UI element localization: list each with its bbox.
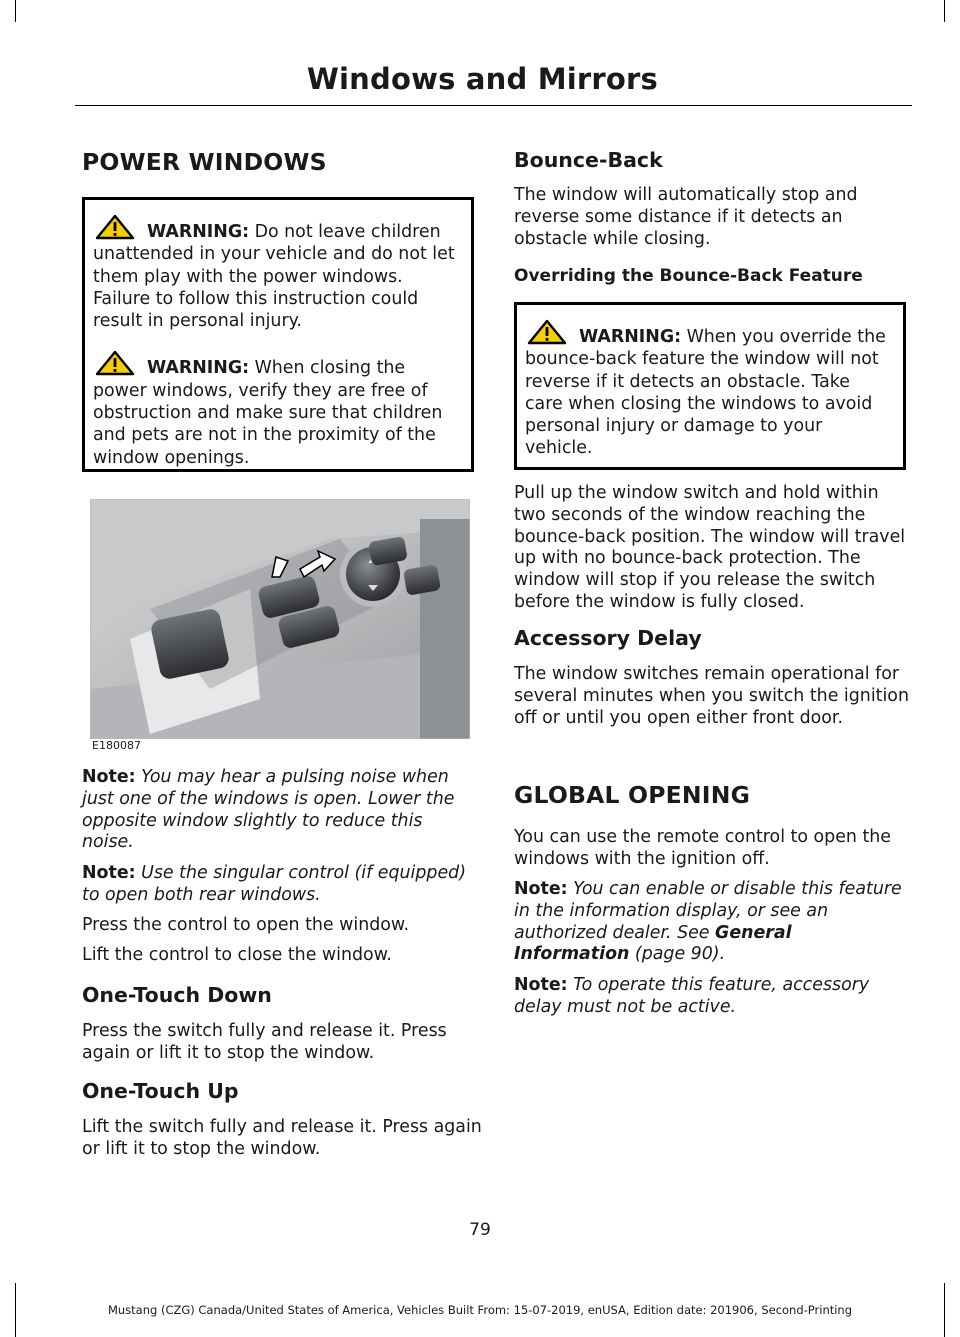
note-text-page-ref: (page 90). bbox=[629, 944, 726, 965]
note-label: Note: bbox=[82, 767, 136, 787]
note-text: You can enable or disable this feature in the information display, or see an authorized dealer. See bbox=[514, 879, 902, 943]
para-override: Pull up the window switch and hold within two seconds of the window reaching the bounce-back position. The window will travel up with no bounce-back protection. The window will stop if you release the switch before the window is fully closed. bbox=[514, 483, 906, 612]
warning-box bbox=[514, 302, 906, 470]
note-text: You may hear a pulsing noise when just one of the windows is open. Lower the opposite window slightly to reduce this noise. bbox=[82, 767, 455, 853]
note-label: Note: bbox=[514, 879, 568, 899]
note-pulsing-noise bbox=[82, 767, 476, 854]
heading-one-touch-up: One-Touch Up bbox=[82, 1079, 239, 1103]
para-lift-control: Lift the control to close the window. bbox=[82, 945, 392, 965]
warning-label: WARNING: bbox=[147, 222, 250, 242]
para-global-opening: You can use the remote control to open the windows with the ignition off. bbox=[514, 827, 892, 869]
note-accessory-delay bbox=[514, 975, 910, 1019]
note-text: To operate this feature, accessory delay must not be active. bbox=[514, 975, 870, 1017]
section-title: Windows and Mirrors bbox=[306, 62, 658, 96]
note-text: Use the singular control (if equipped) to open both rear windows. bbox=[82, 863, 466, 905]
crop-mark bbox=[944, 0, 945, 22]
figure-id: E180087 bbox=[92, 739, 141, 752]
footer-doc-info: Mustang (CZG) Canada/United States of America, Vehicles Built From: 15-07-2019, enUSA, Edition date: 201906, Second-Printing bbox=[107, 1303, 853, 1317]
warning-triangle-icon bbox=[525, 319, 569, 345]
heading-power-windows: POWER WINDOWS bbox=[82, 148, 327, 176]
crop-mark bbox=[15, 0, 16, 22]
para-one-touch-up: Lift the switch fully and release it. Press again or lift it to stop the window. bbox=[82, 1117, 482, 1159]
warning-item bbox=[93, 350, 461, 468]
note-singular-control bbox=[82, 863, 476, 907]
note-enable-feature bbox=[514, 879, 910, 966]
heading-one-touch-down: One-Touch Down bbox=[82, 983, 272, 1007]
header-rule bbox=[75, 105, 912, 106]
heading-override-bounce-back: Overriding the Bounce-Back Feature bbox=[514, 266, 863, 286]
para-accessory-delay: The window switches remain operational for several minutes when you switch the ignition off or until you open either front door. bbox=[514, 664, 909, 728]
page-number: 79 bbox=[469, 1220, 491, 1240]
warning-item bbox=[525, 319, 893, 460]
note-label: Note: bbox=[82, 863, 136, 883]
window-switch-illustration bbox=[90, 499, 470, 739]
para-bounce-back: The window will automatically stop and reverse some distance if it detects an obstacle while closing. bbox=[514, 185, 858, 249]
heading-global-opening: GLOBAL OPENING bbox=[514, 781, 751, 809]
warning-triangle-icon bbox=[93, 350, 137, 376]
warning-text: Do not leave children unattended in your vehicle and do not let them play with the power windows. Failure to follow this instruction could result in personal injury. bbox=[93, 222, 455, 332]
warning-text: When you override the bounce-back feature the window will not reverse if it detects an obstacle. Take care when closing the windows to avoid personal injury or damage to your vehicle. bbox=[525, 327, 886, 459]
note-label: Note: bbox=[514, 975, 568, 995]
heading-bounce-back: Bounce-Back bbox=[514, 148, 663, 172]
link-general-information[interactable]: General Information bbox=[514, 922, 792, 965]
para-one-touch-down: Press the switch fully and release it. Press again or lift it to stop the window. bbox=[82, 1021, 447, 1063]
heading-accessory-delay: Accessory Delay bbox=[514, 626, 702, 650]
warning-label: WARNING: bbox=[579, 327, 682, 347]
warning-item bbox=[93, 214, 461, 332]
para-press-control: Press the control to open the window. bbox=[82, 915, 410, 935]
warning-box bbox=[82, 197, 474, 472]
warning-triangle-icon bbox=[93, 214, 137, 240]
warning-text: When closing the power windows, verify they are free of obstruction and make sure that children and pets are not in the proximity of the window openings. bbox=[93, 358, 443, 468]
warning-label: WARNING: bbox=[147, 358, 250, 379]
